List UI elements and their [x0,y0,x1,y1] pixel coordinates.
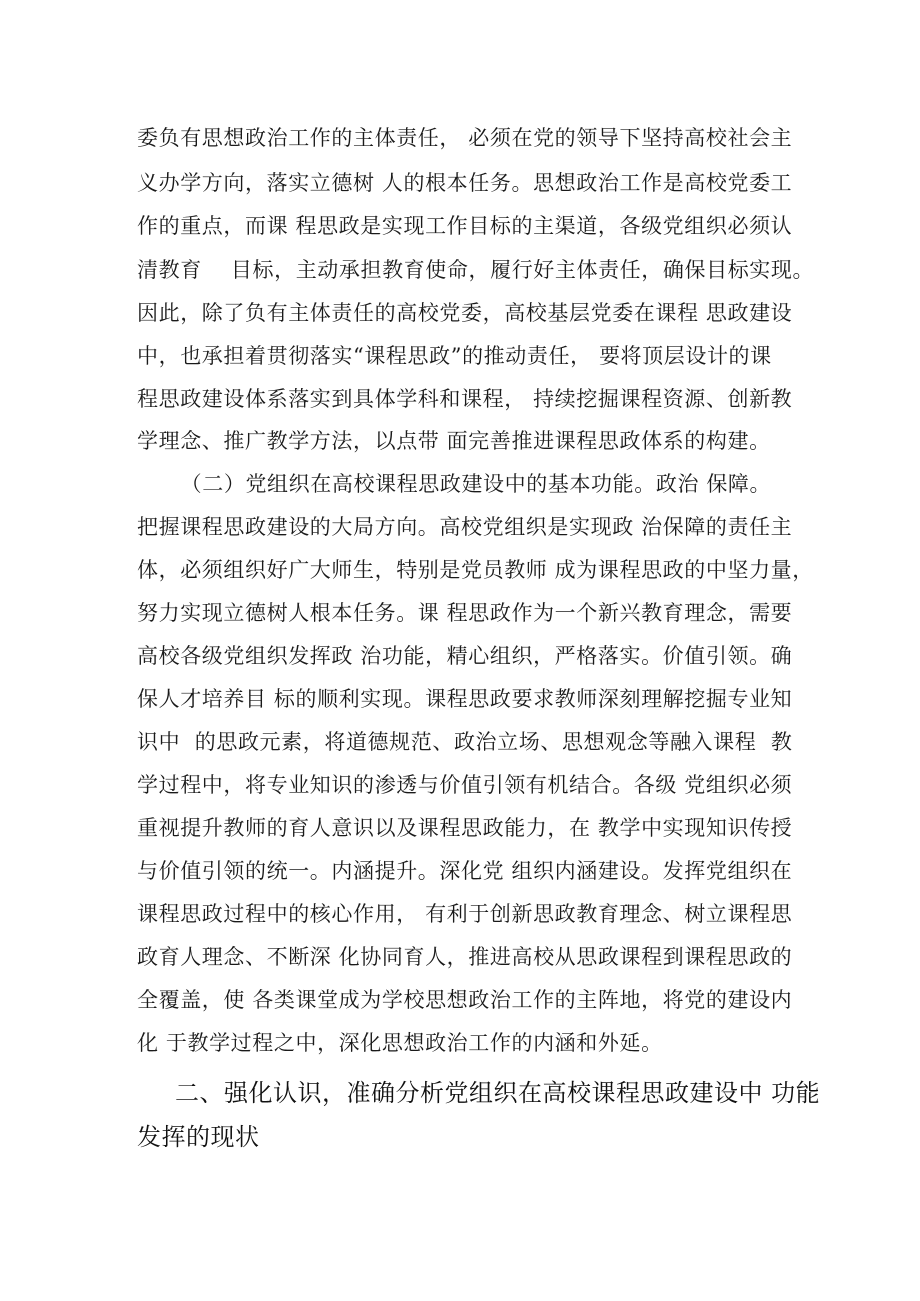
text-line: 全覆盖，使 各类课堂成为学校思想政治工作的主阵地，将党的建设内 [137,988,793,1012]
text-line: 高校各级党组织发挥政 治功能，精心组织，严格落实。价值引领。确 [137,644,793,668]
text-line: 与价值引领的统一。内涵提升。深化党 组织内涵建设。发挥党组织在 [137,859,793,883]
text-line: 体，必须组织好广大师生，特别是党员教师 成为课程思政的中坚力量， [137,558,814,582]
text-line: 作的重点，而课 程思政是实现工作目标的主渠道，各级党组织必须认 [137,214,793,238]
text-line: 把握课程思政建设的大局方向。高校党组织是实现政 治保障的责任主 [137,515,793,539]
text-line: 学过程中，将专业知识的渗透与价值引领有机结合。各级 党组织必须 [137,773,793,797]
text-line: 政育人理念、不断深 化协同育人，推进高校从思政课程到课程思政的 [137,945,793,969]
section-heading-line: 二、强化认识，准确分析党组织在高校课程思政建设中 功能 [175,1079,821,1107]
text-line: 义办学方向，落实立德树 人的根本任务。思想政治工作是高校党委工 [137,171,793,195]
text-line: 保人才培养目 标的顺利实现。课程思政要求教师深刻理解挖掘专业知 [137,687,793,711]
text-line: 重视提升教师的育人意识以及课程思政能力，在 教学中实现知识传授 [137,816,793,840]
text-line: 化 于教学过程之中，深化思想政治工作的内涵和外延。 [137,1031,663,1055]
text-line: 中，也承担着贯彻落实“课程思政”的推动责任， 要将顶层设计的课 [137,344,772,368]
text-line: 程思政建设体系落实到具体学科和课程， 持续挖掘课程资源、创新教 [137,387,793,411]
text-line: 清教育 目标，主动承担教育使命，履行好主体责任，确保目标实现。 [137,258,815,282]
section-heading-line: 发挥的现状 [137,1123,260,1151]
text-line: 学理念、推广教学方法，以点带 面完善推进课程思政体系的构建。 [137,429,771,453]
text-line: 努力实现立德树人根本任务。课 程思政作为一个新兴教育理念，需要 [137,601,793,625]
text-line: 委负有思想政治工作的主体责任， 必须在党的领导下坚持高校社会主 [137,126,793,150]
text-line: 课程思政过程中的核心作用， 有利于创新思政教育理念、树立课程思 [137,902,793,926]
text-line: 识中 的思政元素，将道德规范、政治立场、思想观念等融入课程 教 [137,730,793,754]
text-line: （二）党组织在高校课程思政建设中的基本功能。政治 保障。 [137,472,772,496]
text-line: 因此，除了负有主体责任的高校党委，高校基层党委在课程 思政建设 [137,301,793,325]
